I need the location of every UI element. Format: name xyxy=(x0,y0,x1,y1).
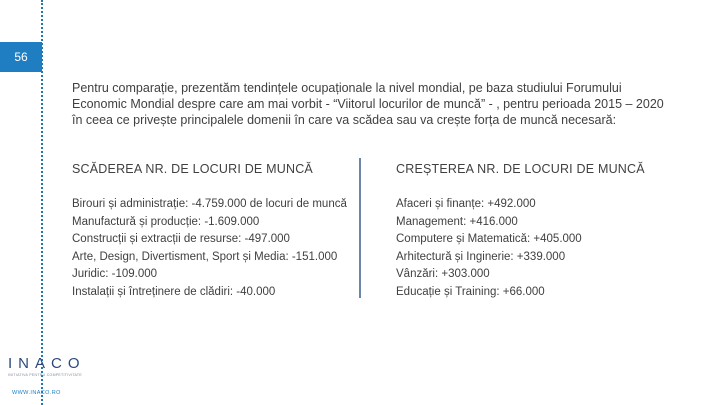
list-item: Management: +416.000 xyxy=(396,215,518,228)
list-item: Arhitectură și Inginerie: +339.000 xyxy=(396,250,566,263)
inaco-logo xyxy=(8,355,86,383)
list-item: Afaceri și finanțe: +492.000 xyxy=(396,198,536,210)
decrease-heading: SCĂDEREA NR. DE LOCURI DE MUNCĂ xyxy=(72,162,313,176)
list-item: Manufactură și producție: -1.609.000 xyxy=(72,215,260,228)
list-item: Computere și Matematică: +405.000 xyxy=(396,233,582,245)
page-number-badge xyxy=(0,42,42,72)
website-link[interactable]: WWW.INACO.RO xyxy=(12,390,61,396)
increase-list xyxy=(396,196,676,301)
logo-wordmark: INACO xyxy=(8,355,86,372)
logo-tagline: INITIATIVA PENTRU COMPETITIVITATE xyxy=(8,373,83,377)
list-item: Juridic: -109.000 xyxy=(72,268,158,280)
list-item: Instalații și întreținere de clădiri: -40.000 xyxy=(72,285,276,298)
column-divider xyxy=(359,158,361,298)
decrease-list xyxy=(72,196,352,301)
list-item: Vânzări: +303.000 xyxy=(396,268,490,280)
increase-heading: CREȘTEREA NR. DE LOCURI DE MUNCĂ xyxy=(396,162,645,176)
list-item: Arte, Design, Divertisment, Sport și Media: -151.000 xyxy=(72,250,338,263)
page-number: 56 xyxy=(14,50,28,64)
intro-paragraph: Pentru comparație, prezentăm tendințele ocupaționale la nivel mondial, pe baza studiului Forumului Economic Mondial despre care am mai vorbit - “Viitorul locurilor de muncă” - , pentru perioada 2015 – 2020 în ceea ce privește principalele domenii în care va scădea sau va crește forța de muncă necesară: xyxy=(72,81,664,127)
list-item: Birouri și administrație: -4.759.000 de locuri de muncă xyxy=(72,198,347,210)
list-item: Construcții și extracții de resurse: -497.000 xyxy=(72,233,290,245)
list-item: Educație și Training: +66.000 xyxy=(396,285,545,298)
